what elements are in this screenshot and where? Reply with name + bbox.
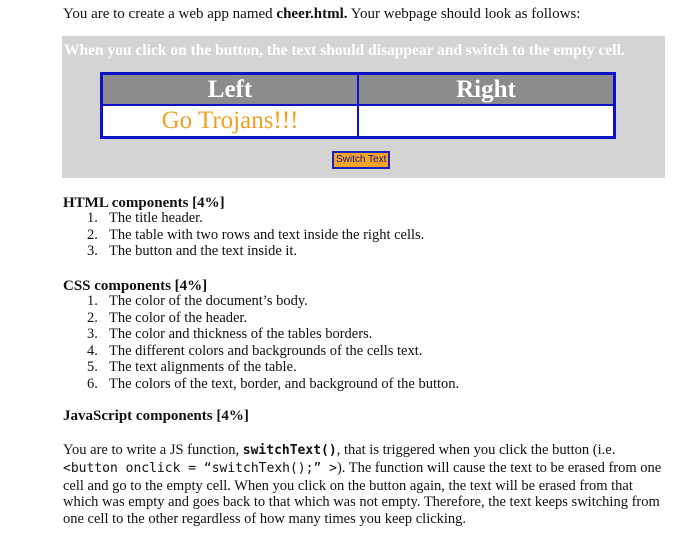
demo-header: When you click on the button, the text should disappear and switch to the empty cell. (64, 42, 625, 59)
list-item: 2. The table with two rows and text inside the right cells. (87, 226, 425, 243)
demo-preview (62, 36, 665, 178)
demo-table (100, 72, 616, 139)
function-name: switchText() (242, 443, 337, 458)
intro-text-before: You are to create a web app named (63, 6, 277, 22)
table-cell-right (358, 105, 615, 138)
list-item: 4. The different colors and backgrounds of the cells text. (87, 342, 423, 359)
list-item: 1. The color of the document’s body. (87, 293, 308, 309)
html-section-title: HTML components [4%] (63, 195, 225, 211)
js-section-title: JavaScript components [4%] (63, 408, 249, 424)
list-item: 6. The colors of the text, border, and background of the button. (87, 375, 460, 392)
list-item: 2. The color of the header. (87, 309, 248, 326)
list-item: 3. The color and thickness of the tables borders. (87, 326, 373, 343)
html-items-list (63, 210, 424, 260)
table-header-row (102, 74, 615, 106)
js-paragraph: You are to write a JS function, switchText(), that is triggered when you click the button (i.e. <button onclick = “switchTexh();” >). The function will cause the text to be erased from one cell and go to the empty cell. When you click on the button again, the text will be erased from that which was empty and goes back to that which was not empty. Therefore, the text keeps switching from one cell to the other regardless of how many times you keep clicking. (63, 442, 662, 528)
css-section-title: CSS components [4%] (63, 278, 208, 294)
table-cell-left: Go Trojans!!! (102, 105, 359, 138)
switch-text-button[interactable]: Switch Text (332, 151, 390, 169)
list-item: 5. The text alignments of the table. (87, 359, 297, 376)
table-row (102, 105, 615, 138)
intro-filename: cheer.html. (276, 6, 348, 22)
intro-text-after: Your webpage should look as follows: (347, 6, 581, 22)
list-item: 3. The button and the text inside it. (87, 243, 298, 260)
list-item: 1. The title header. (87, 210, 203, 226)
table-header-right: Right (358, 74, 615, 106)
css-items-list (63, 293, 459, 393)
code-snippet: <button onclick = “switchTexh();” > (63, 460, 337, 476)
intro-line (63, 5, 580, 23)
table-header-left: Left (102, 74, 359, 106)
